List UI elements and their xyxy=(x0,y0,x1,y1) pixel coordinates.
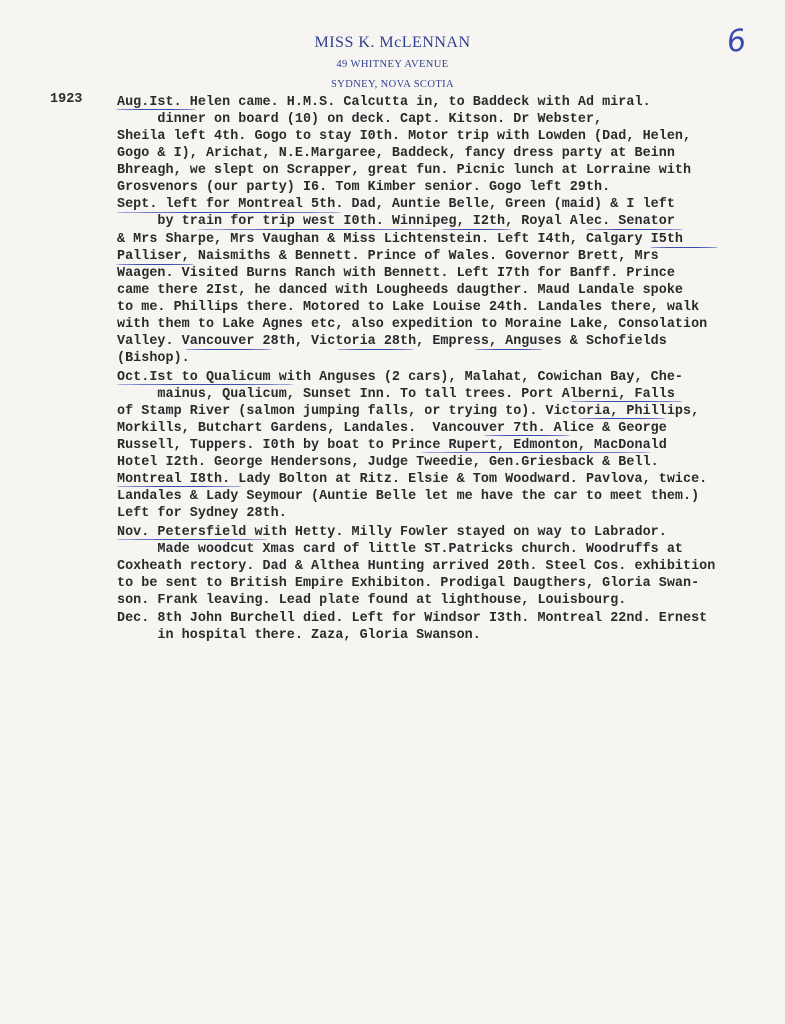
letterhead-city: SYDNEY, NOVA SCOTIA xyxy=(330,79,455,90)
diary-line: Montreal I8th. Lady Bolton at Ritz. Elsie & Tom Woodward. Pavlova, twice. xyxy=(117,472,708,487)
underline-vancouver-1 xyxy=(185,349,272,350)
page-number: 6 xyxy=(724,22,749,61)
diary-line: Morkills, Butchart Gardens, Landales. Vancouver 7th. Alice & George xyxy=(117,421,667,436)
diary-line: Left for Sydney 28th. xyxy=(117,506,287,521)
diary-line: Made woodcut Xmas card of little ST.Patricks church. Woodruffs at xyxy=(117,542,683,557)
diary-line: Valley. Vancouver 28th, Victoria 28th, Empress, Anguses & Schofields xyxy=(117,334,667,349)
underline-train xyxy=(197,229,433,230)
underline-winnipeg xyxy=(441,229,511,230)
diary-line: in hospital there. Zaza, Gloria Swanson. xyxy=(117,628,481,643)
underline-royal-alec xyxy=(586,229,683,230)
diary-line: Bhreagh, we slept on Scrapper, great fun. Picnic lunch at Lorraine with xyxy=(117,163,692,178)
diary-line: son. Frank leaving. Lead plate found at lighthouse, Louisbourg. xyxy=(117,593,627,608)
underline-sept xyxy=(116,212,342,213)
diary-line: Gogo & I), Arichat, N.E.Margaree, Baddeck, fancy dress party at Beinn xyxy=(117,146,675,161)
diary-line: & Mrs Sharpe, Mrs Vaughan & Miss Lichtenstein. Left I4th, Calgary I5th xyxy=(117,232,683,247)
underline-empress xyxy=(475,349,543,350)
underline-montreal xyxy=(116,486,242,487)
letterhead-name: MISS K. McLENNAN xyxy=(314,34,471,51)
diary-line: Palliser, Naismiths & Bennett. Prince of Wales. Governor Brett, Mrs xyxy=(117,249,659,264)
underline-victoria-2 xyxy=(578,418,666,419)
diary-line: mainus, Qualicum, Sunset Inn. To tall trees. Port Alberni, Falls xyxy=(117,387,675,402)
diary-line: dinner on board (10) on deck. Capt. Kitson. Dr Webster, xyxy=(117,112,603,127)
underline-aug xyxy=(116,109,196,110)
diary-line: Landales & Lady Seymour (Auntie Belle let me have the car to meet them.) xyxy=(117,489,700,504)
diary-line: Oct.Ist to Qualicum with Anguses (2 cars), Malahat, Cowichan Bay, Che- xyxy=(117,370,683,385)
diary-line: of Stamp River (salmon jumping falls, or trying to). Victoria, Phillips, xyxy=(117,404,700,419)
letterhead-address: 49 WHITNEY AVENUE xyxy=(336,59,449,70)
diary-line: Grosvenors (our party) I6. Tom Kimber senior. Gogo left 29th. xyxy=(117,180,611,195)
diary-line: came there 2Ist, he danced with Lougheeds daugther. Maud Landale spoke xyxy=(117,283,683,298)
diary-line: with them to Lake Agnes etc, also expedition to Moraine Lake, Consolation xyxy=(117,317,708,332)
diary-line: Dec. 8th John Burchell died. Left for Windsor I3th. Montreal 22nd. Ernest xyxy=(117,611,708,626)
diary-line: Waagen. Visited Burns Ranch with Bennett. Left I7th for Banff. Prince xyxy=(117,266,675,281)
underline-vancouver-2 xyxy=(484,435,570,436)
underline-nov xyxy=(116,539,268,540)
diary-line: Hotel I2th. George Hendersons, Judge Tweedie, Gen.Griesback & Bell. xyxy=(117,455,659,470)
diary-line: (Bishop). xyxy=(117,351,190,366)
diary-line: by train for trip west I0th. Winnipeg, I2th, Royal Alec. Senator xyxy=(117,214,675,229)
diary-line: Russell, Tuppers. I0th by boat to Prince Rupert, Edmonton, MacDonald xyxy=(117,438,667,453)
diary-line: to be sent to British Empire Exhibiton. Prodigal Daugthers, Gloria Swan- xyxy=(117,576,700,591)
underline-port-alberni xyxy=(570,401,683,402)
underline-victoria-1 xyxy=(337,349,414,350)
diary-line: Nov. Petersfield with Hetty. Milly Fowler stayed on way to Labrador. xyxy=(117,525,667,540)
underline-palliser xyxy=(116,264,194,265)
diary-line: Coxheath rectory. Dad & Althea Hunting arrived 20th. Steel Cos. exhibition xyxy=(117,559,716,574)
diary-line: Sheila left 4th. Gogo to stay I0th. Motor trip with Lowden (Dad, Helen, xyxy=(117,129,692,144)
year-label: 1923 xyxy=(50,92,83,107)
underline-calgary xyxy=(650,247,718,248)
underline-prince-rupert xyxy=(421,452,651,453)
diary-line: Aug.Ist. Helen came. H.M.S. Calcutta in, to Baddeck with Ad miral. xyxy=(117,95,651,110)
diary-line: to me. Phillips there. Motored to Lake Louise 24th. Landales there, walk xyxy=(117,300,700,315)
diary-line: Sept. left for Montreal 5th. Dad, Auntie Belle, Green (maid) & I left xyxy=(117,197,675,212)
